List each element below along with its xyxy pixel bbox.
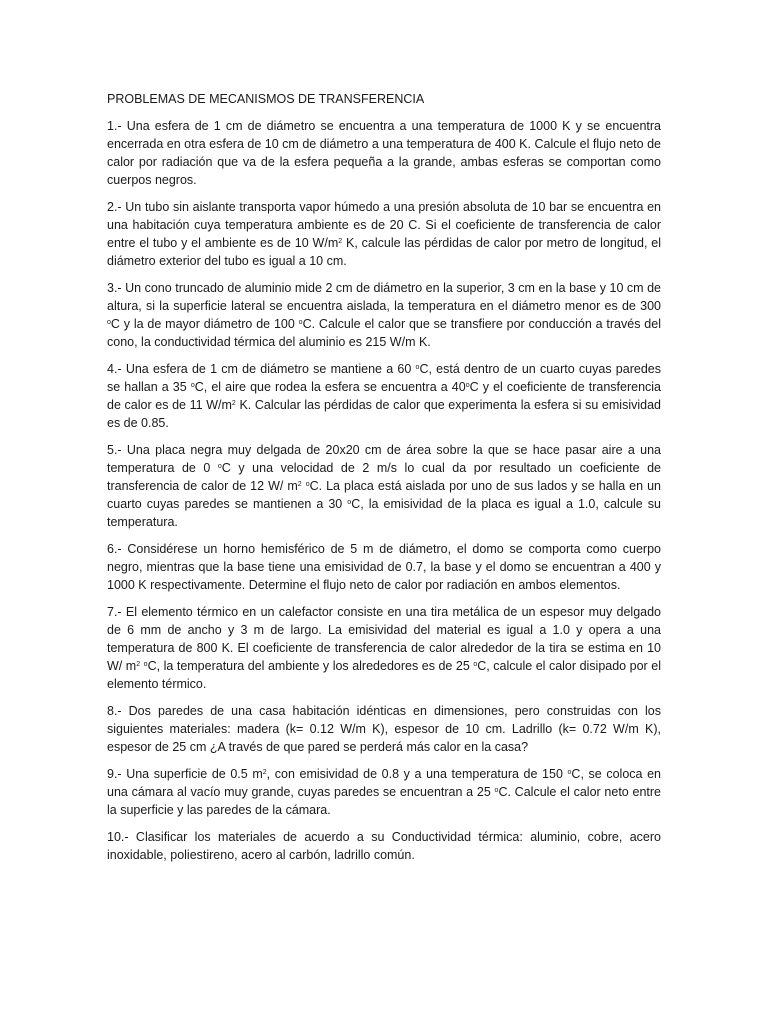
superscript: o [143,661,148,668]
superscript: o [298,319,303,326]
problem-text: 10.- Clasificar los materiales de acuerdo a su Conductividad térmica: aluminio, cobre, acero inoxidable, poliestireno, acero al carbón, ladrillo común. [107,830,661,862]
problem-text: C. Calcule el calor neto entre la superficie y las paredes de la cámara. [107,785,661,817]
problem-3 [107,279,661,351]
superscript: 2 [136,661,141,668]
problem-text: C, el aire que rodea la esfera se encuentra a 40 [194,380,466,394]
superscript: o [473,661,478,668]
problem-text: C, se coloca en una cámara al vacío muy grande, cuyas paredes se encuentran a 25 [107,767,661,799]
problem-text: K, calcule las pérdidas de calor por metro de longitud, el diámetro exterior del tubo es igual a 10 cm. [107,236,661,268]
problem-list [107,117,661,864]
problem-7 [107,603,661,693]
superscript: o [567,769,572,776]
superscript: 2 [262,769,267,776]
problem-2 [107,198,661,270]
superscript: o [107,319,111,326]
problem-8 [107,702,661,756]
problem-5 [107,441,661,531]
problem-text: C y una velocidad de 2 m/s lo cual da por resultado un coeficiente de transferencia de calor de 12 W/ m [107,461,661,493]
problem-text: , con emisividad de 0.8 y a una temperatura de 150 [266,767,568,781]
problem-text: 1.- Una esfera de 1 cm de diámetro se encuentra a una temperatura de 1000 K y se encuentra encerrada en otra esfera de 10 cm de diámetro a una temperatura de 400 K. Calcule el flujo neto de calor por radiación que va de la esfera pequeña a la grande, ambas esferas se comportan como cuerpos negros. [107,119,661,187]
problem-text: C. La placa está aislada por uno de sus lados y se halla en un cuarto cuyas paredes se mantienen a 30 [107,479,661,511]
problem-9 [107,765,661,819]
problem-text: C. Calcule el calor que se transfiere por conducción a través del cono, la conductividad térmica del aluminio es 215 W/m K. [107,317,661,349]
problem-4 [107,360,661,432]
problem-text: 6.- Considérese un horno hemisférico de 5 m de diámetro, el domo se comporta como cuerpo negro, mientras que la base tiene una emisividad de 0.7, la base y el domo se encuentran a 400 y 1000 K respectivamente. Determine el flujo neto de calor por radiación en ambos elementos. [107,542,661,592]
superscript: o [305,481,310,488]
problem-text: 3.- Un cono truncado de aluminio mide 2 cm de diámetro en la superior, 3 cm en la base y 10 cm de altura, si la superficie lateral se encuentra aislada, la temperatura en el diámetro menor es de 300 [107,281,661,313]
problem-6 [107,540,661,594]
superscript: o [217,463,222,470]
problem-text: 4.- Una esfera de 1 cm de diámetro se mantiene a 60 [107,362,416,376]
superscript: 2 [338,238,343,245]
problem-text: K. Calcular las pérdidas de calor que experimenta la esfera si su emisividad es de 0.85. [107,398,661,430]
superscript: o [347,499,352,506]
problem-text: C, la temperatura del ambiente y los alrededores es de 25 [147,659,474,673]
problem-text: 2.- Un tubo sin aislante transporta vapor húmedo a una presión absoluta de 10 bar se encuentra en una habitación cuya temperatura ambiente es de 20 C. Si el coeficiente de transferencia de calor entre el tubo y el ambiente es de 10 W/m [107,200,661,250]
problem-text: C, la emisividad de la placa es igual a 1.0, calcule su temperatura. [107,497,661,529]
problem-text: 7.- El elemento térmico en un calefactor consiste en una tira metálica de un espesor muy delgado de 6 mm de ancho y 3 m de largo. La emisividad del material es igual a 1.0 y opera a una temperatura de 800 K. El coeficiente de transferencia de calor alrededor de la tira se estima en 10 W/ m [107,605,661,673]
superscript: o [415,364,420,371]
problem-text: 8.- Dos paredes de una casa habitación idénticas en dimensiones, pero construidas con los siguientes materiales: madera (k= 0.12 W/m K), espesor de 10 cm. Ladrillo (k= 0.72 W/m K), espesor de 25 cm ¿A través de que pared se perderá más calor en la casa? [107,704,661,754]
problem-text: 9.- Una superficie de 0.5 m [107,767,263,781]
problem-text: C, calcule el calor disipado por el elemento térmico. [107,659,661,691]
problem-text: C y el coeficiente de transferencia de calor es de 11 W/m [107,380,662,412]
superscript: o [494,787,499,794]
document-title: PROBLEMAS DE MECANISMOS DE TRANSFERENCIA [107,92,425,106]
superscript: 2 [231,400,236,407]
problem-text: C y la de mayor diámetro de 100 [110,317,299,331]
superscript: o [465,382,470,389]
superscript: 2 [297,481,302,488]
document-page [107,90,661,873]
problem-10 [107,828,661,864]
problem-text: 5.- Una placa negra muy delgada de 20x20 cm de área sobre la que se hace pasar aire a una temperatura de 0 [107,443,661,475]
superscript: o [190,382,195,389]
problem-1 [107,117,661,189]
problem-text: C, está dentro de un cuarto cuyas paredes se hallan a 35 [107,362,661,394]
